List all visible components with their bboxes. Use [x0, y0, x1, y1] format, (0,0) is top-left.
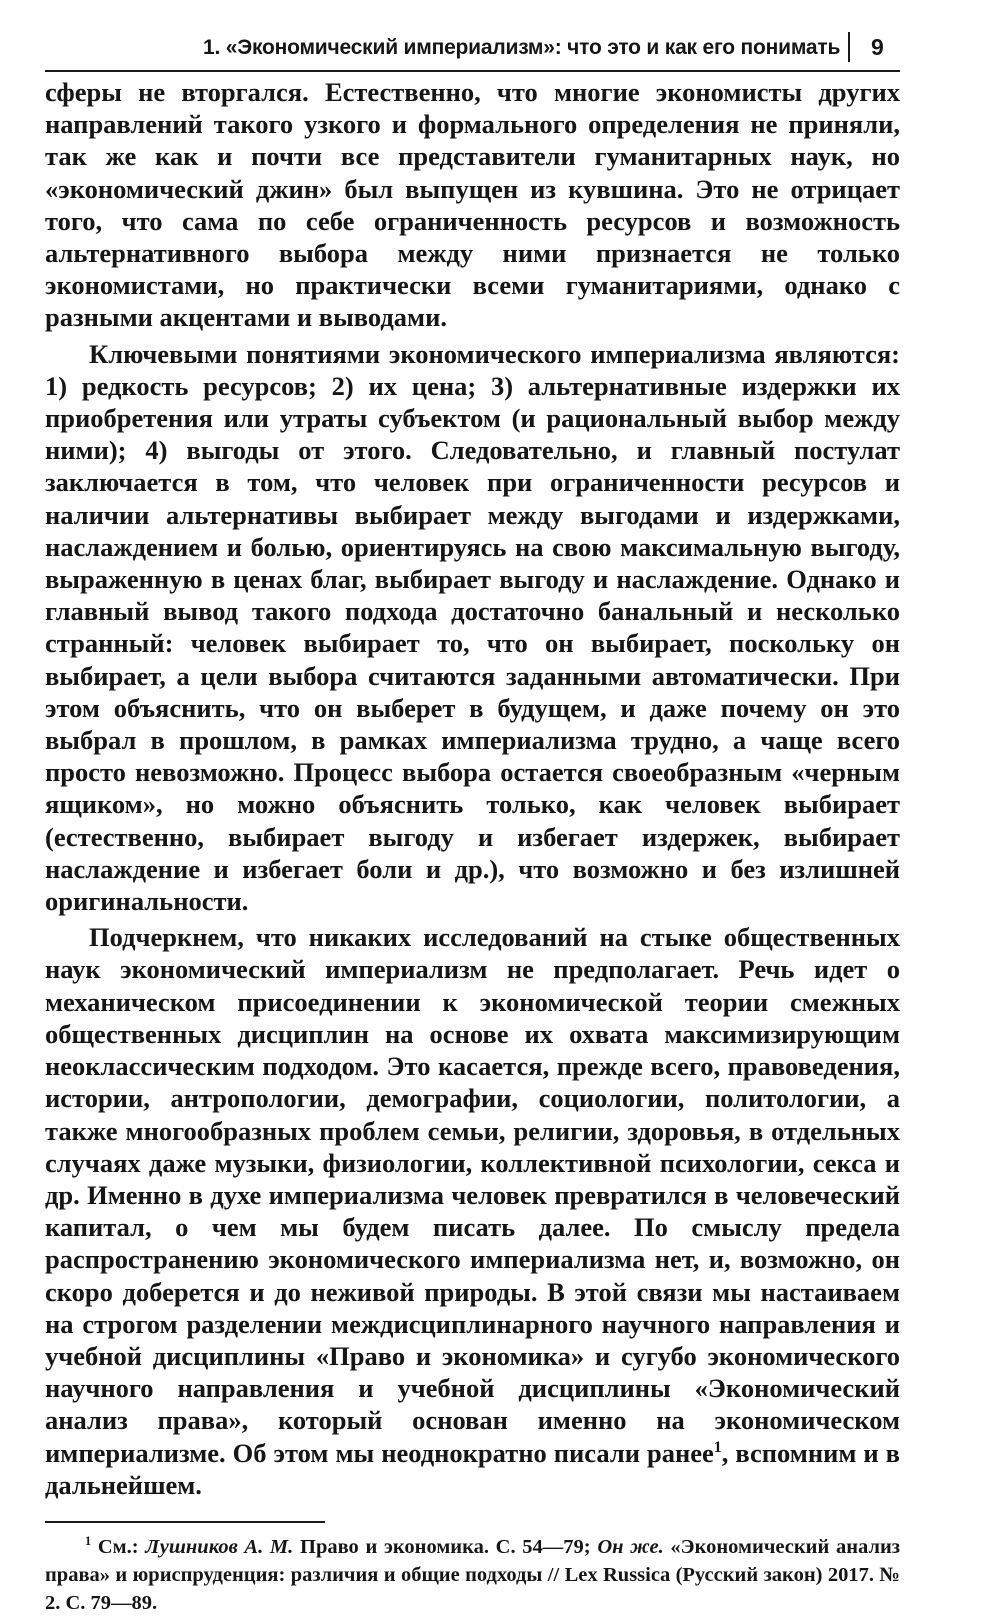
footnote-ibid: Он же.: [597, 1535, 664, 1558]
paragraph-continued: сферы не вторгался. Естественно, что многие экономисты других направлений такого узкого и формального определения не приняли, так же как и почти все представители гуманитарных наук, но «экономический джин» был выпущен из кувшина. Это не отрицает того, что сама по себе ограниченность ресурсов и возможность альтернативного выбора между ними признается не только экономистами, но практически всеми гуманитариями, однако с разными акцентами и выводами.: [45, 77, 900, 333]
footnote-work-1: Право и экономика. С. 54—79;: [300, 1535, 591, 1558]
footnote: [45, 1533, 900, 1617]
header-separator: [848, 32, 850, 62]
footnote-divider: [45, 1521, 325, 1523]
paragraph-text: Подчеркнем, что никаких исследований на стыке общественных наук экономический империализм не предполагает. Речь идет о механическом присоединении к экономической теории смежных общественных дисциплин на основе их охвата максимизирующим неоклассическим подходом. Это касается, прежде всего, правоведения, истории, антропологии, демографии, социологии, политологии, а также многообразных проблем семьи, религии, здоровья, в отдельных случаях даже музыки, физиологии, коллективной психологии, секса и др. Именно в духе империализма человек превратился в человеческий капитал, о чем мы будем писать далее. По смыслу предела распространению экономического империализма нет, и, возможно, он скоро доберется и до неживой природы. В этой связи мы настаиваем на строгом разделении междисциплинарного научного направления и учебной дисциплины «Право и экономика» и сугубо экономического научного направления и учебной дисциплины «Экономический анализ права», который основан именно на экономическом империализме. Об этом мы неоднократно писали ранее: [45, 922, 900, 1468]
paragraph-tail: , вспомним и в дальнейшем.: [45, 1437, 900, 1500]
book-page: [45, 22, 900, 1617]
footnote-work-2: «Экономический анализ права» и юриспруденция: различия и общие подходы // Lex Russica (Русский закон) 2017. № 2. С. 79—89.: [45, 1535, 901, 1614]
footnote-reference: 1: [713, 1438, 722, 1456]
chapter-title: 1. «Экономический империализм»: что это и как его понимать: [203, 36, 841, 59]
footnote-author: Лушников А. М.: [145, 1535, 294, 1558]
running-head: [45, 22, 900, 72]
footnote-marker: 1: [85, 1534, 92, 1549]
main-text: [45, 76, 900, 1501]
footnote-see: См.:: [97, 1535, 139, 1558]
page-number: 9: [871, 34, 884, 60]
paragraph-interdisciplinary: [45, 921, 900, 1501]
paragraph-key-concepts: Ключевыми понятиями экономического империализма являются: 1) редкость ресурсов; 2) их цена; 3) альтернативные издержки их приобретения или утраты субъектом (и рациональный выбор между ними); 4) выгоды от этого. Следовательно, и главный постулат заключается в том, что человек при ограниченности ресурсов и наличии альтернативы выбирает между выгодами и издержками, наслаждением и болью, ориентируясь на свою максимальную выгоду, выраженную в ценах благ, выбирает выгоду и наслаждение. Однако и главный вывод такого подхода достаточно банальный и несколько странный: человек выбирает то, что он выбирает, поскольку он выбирает, а цели выбора считаются заданными автоматически. При этом объяснить, что он выберет в будущем, и даже почему он это выбрал в прошлом, в рамках империализма трудно, а чаще всего просто невозможно. Процесс выбора остается своеобразным «черным ящиком», но можно объяснить только, как человек выбирает (естественно, выбирает выгоду и избегает издержек, выбирает наслаждение и избегает боли и др.), что возможно и без излишней оригинальности.: [45, 338, 900, 917]
